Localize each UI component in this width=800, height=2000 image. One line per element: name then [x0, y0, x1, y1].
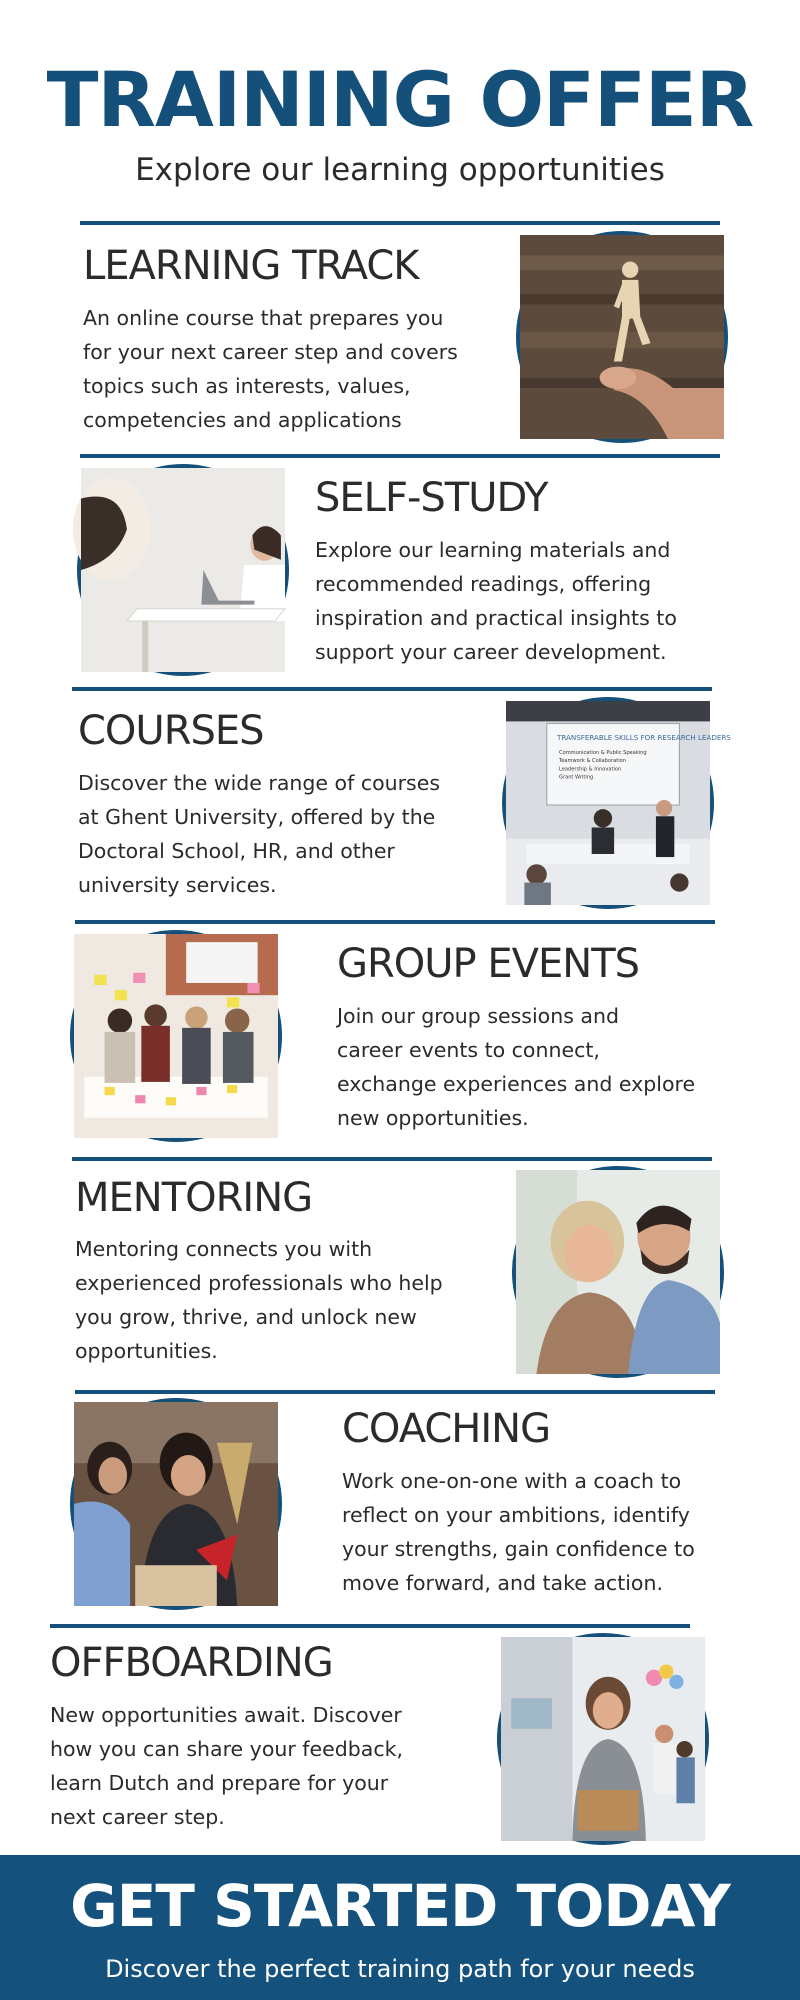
learning-track-photo [516, 231, 728, 443]
coaching-photo [70, 1398, 282, 1610]
divider [75, 1390, 715, 1394]
divider [72, 1157, 712, 1161]
footer-banner [0, 1855, 800, 2000]
section-text-courses: Discover the wide range of courses at Ghent University, offered by the Doctoral School, HR, and other university services. [78, 771, 441, 897]
slide-bullet: Communication & Public Speaking [559, 750, 647, 757]
slide-bullet: Leadership & Innovation [559, 766, 622, 773]
divider [72, 687, 712, 691]
section-heading-courses: COURSES [78, 708, 264, 754]
divider [75, 920, 715, 924]
offboarding-photo [497, 1633, 709, 1845]
section-text-mentoring: Mentoring connects you with experienced professionals who help you grow, thrive, and unlock new opportunities. [75, 1237, 443, 1363]
section-text-coaching: Work one-on-one with a coach to reflect on your ambitions, identify your strengths, gain confidence to move forward, and take action. [342, 1469, 695, 1595]
section-text-offboarding: New opportunities await. Discover how you can share your feedback, learn Dutch and prepare for your next career step. [50, 1703, 403, 1829]
page-subtitle: Explore our learning opportunities [135, 152, 665, 188]
slide-bullet: Grant Writing [559, 774, 594, 781]
footer-subtitle: Discover the perfect training path for your needs [105, 1955, 695, 1983]
mentoring-photo [512, 1166, 724, 1378]
divider [80, 454, 720, 458]
section-text-learning-track: An online course that prepares you for your next career step and covers topics such as interests, values, competencies and applications [83, 306, 458, 432]
section-heading-offboarding: OFFBOARDING [50, 1640, 333, 1686]
section-heading-learning-track: LEARNING TRACK [83, 243, 419, 289]
slide-title: TRANSFERABLE SKILLS FOR RESEARCH LEADERS [557, 732, 731, 742]
section-heading-coaching: COACHING [342, 1406, 551, 1452]
divider [50, 1624, 690, 1628]
divider [80, 221, 720, 225]
group-events-photo [70, 930, 282, 1142]
self-study-photo [77, 464, 289, 676]
page-title: TRAINING OFFER [46, 55, 754, 144]
slide-bullet: Teamwork & Collaboration [559, 758, 626, 765]
section-heading-mentoring: MENTORING [75, 1175, 313, 1221]
courses-photo [502, 697, 731, 909]
section-text-group-events: Join our group sessions and career events to connect, exchange experiences and explore new opportunities. [337, 1004, 696, 1130]
footer-title: GET STARTED TODAY [70, 1872, 730, 1940]
section-heading-group-events: GROUP EVENTS [337, 941, 640, 987]
section-text-self-study: Explore our learning materials and recommended readings, offering inspiration and practical insights to support your career development. [315, 538, 677, 664]
section-heading-self-study: SELF-STUDY [315, 475, 548, 521]
